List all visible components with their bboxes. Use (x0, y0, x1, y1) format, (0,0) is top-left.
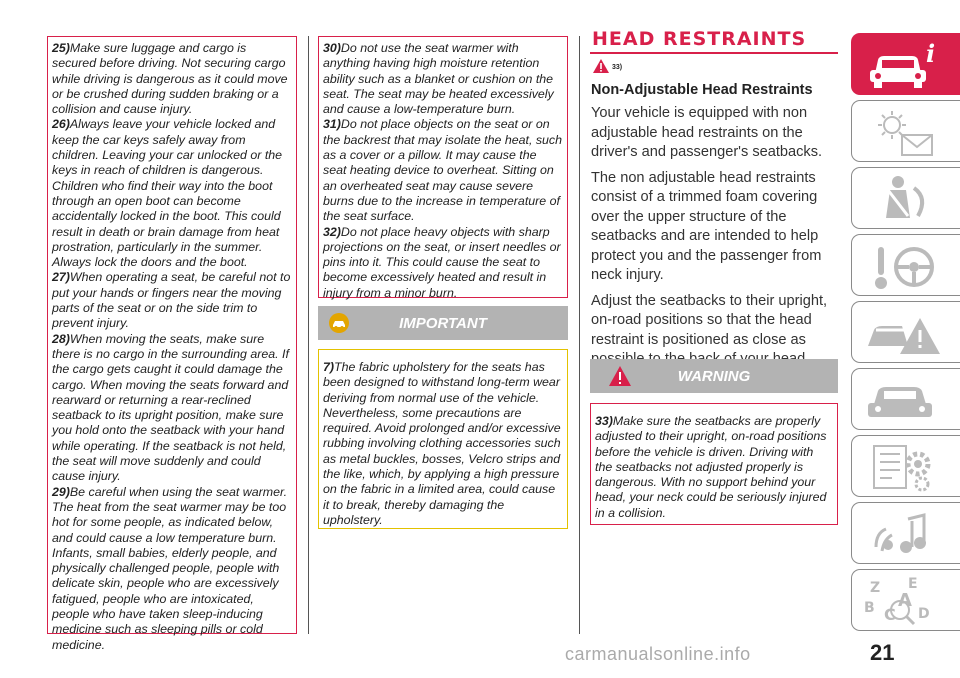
page-number: 21 (870, 640, 895, 665)
svg-text:Z: Z (870, 580, 881, 596)
subsection-title: Non-Adjustable Head Restraints (591, 82, 813, 98)
body-paragraph-1: Your vehicle is equipped with non adjustable head restraints on the driver's and passenger's seatbacks. (591, 105, 823, 160)
svg-text:E: E (908, 576, 918, 592)
left-warning-box (47, 36, 297, 652)
warning-item-31: 31)Do not place objects on the seat or on the backrest that may isolate the heat, such as a cover or a pillow. It may cause the seat heating device to overheat. Sitting on an overheated seat may cause severe burns due to the increase in temperature of the seat surface. (323, 117, 562, 224)
svg-text:i: i (926, 39, 936, 68)
warning-item-32: 32)Do not place heavy objects with sharp projections on the seat, or insert needles or pins into it. This could cause the seat to become excessively heated and result in injury from a minor burn. (323, 224, 561, 300)
section-title-underline (590, 52, 838, 54)
tab-index[interactable] (851, 569, 960, 631)
important-header (318, 306, 568, 340)
warning-reference: 33) (612, 64, 623, 71)
body-paragraph-2: The non adjustable head restraints consist of a trimmed foam covering over the upper structure of the seatbacks and are intended to help protect you and the passenger from neck injury. (591, 169, 822, 283)
svg-text:D: D (918, 606, 930, 622)
important-title: IMPORTANT (399, 315, 487, 332)
tab-specs[interactable] (851, 435, 960, 497)
important-item-7: 7)The fabric upholstery for the seats has been designed to withstand long-term wear deriving from normal use of the vehicle. Nevertheless, some precautions are required. Avoid prolonged and/or excessive rubbing involving clothing accessories such as metal buckles, bosses, Velcro strips and the like, which, by applying a high pressure on the fabric in a limited area, could cause it to break, thereby damaging the upholstery. (323, 360, 561, 527)
right-warning-box (590, 403, 838, 525)
warning-item-25: 25)Make sure luggage and cargo is secured before driving. Not securing cargo while driving is dangerous as it could move or be crushed during sudden braking or a collision and cause injury. (52, 41, 288, 117)
car-info-icon (862, 38, 952, 92)
multimedia-icon (862, 507, 952, 561)
dashboard-lights-icon (862, 105, 952, 159)
warning-item-28: 28)When moving the seats, make sure there is no cargo in the surrounding area. If the cargo gets caught it could damage the cargo. When moving the seats forward and rearward or returning a rear-reclined seatback to its upright position, make sure you hold onto the seatback with your hand while operating. If the seatback is not held, the seat will move suddenly and could cause injury. (52, 331, 289, 484)
car-service-icon (862, 373, 952, 427)
seatbelt-airbag-icon (862, 172, 952, 226)
tab-car-info[interactable] (851, 33, 960, 95)
middle-warning-box (318, 36, 568, 298)
key-steering-wheel-icon (862, 239, 952, 293)
svg-text:C: C (884, 605, 896, 624)
tab-key-steering[interactable] (851, 234, 960, 296)
warning-triangle-icon (592, 58, 610, 74)
warning-item-29: 29)Be careful when using the seat warmer. The heat from the seat warmer may be too hot for some people, as indicated below, and could cause a low temperature burn. Infants, small babies, elderly people, and physically challenged people, people with delicate skin, people who are excessively fatigued, people who are intoxicated, people who have taken sleep-inducing medicine such as sleeping pills or cold medicine. (52, 484, 288, 652)
breakdown-warning-icon (862, 306, 952, 360)
tab-multimedia[interactable] (851, 502, 960, 564)
tab-service[interactable] (851, 368, 960, 430)
tab-seatbelt-airbag[interactable] (851, 167, 960, 229)
section-title: HEAD RESTRAINTS (592, 28, 807, 50)
warning-item-26: 26)Always leave your vehicle locked and keep the car keys safely away from children. Leaving your car unlocked or the keys in reach of children is dangerous. Children who find their way into the boot through an open boot can become accidentally locked in the boot. This could result in death or brain damage from heat prostration, particularly in the summer. Always lock the doors and the boot. (52, 117, 283, 270)
warning-header (590, 359, 838, 393)
tab-dashboard-lights[interactable] (851, 100, 960, 162)
svg-text:A: A (898, 590, 912, 611)
warning-item-27: 27)When operating a seat, be careful not to put your hands or fingers near the moving parts of the seat or on the side trim to prevent injury. (52, 270, 291, 331)
watermark: carmanualsonline.info (565, 644, 751, 664)
svg-text:B: B (864, 600, 875, 616)
column-divider-2 (579, 36, 580, 634)
warning-item-30: 30)Do not use the seat warmer with anything having high moisture retention ability such as a blanket or cushion on the seat. The seat may be heated excessively and cause a low-temperature burn. (323, 41, 554, 117)
important-box (318, 349, 568, 529)
index-letters-icon (862, 574, 952, 628)
warning-title: WARNING (677, 368, 751, 385)
body-text (591, 104, 841, 376)
column-divider (308, 36, 309, 634)
warning-item-33: 33)Make sure the seatbacks are properly adjusted to their upright, on-road positions before the vehicle is driven. Driving with the seatbacks not adjusted properly is dangerous. With no support behind your head, your neck could be seriously injured in a collision. (595, 414, 827, 520)
specs-gear-icon (862, 440, 952, 494)
body-paragraph-3: Adjust the seatbacks to their upright, on-road positions so that the head restraint is positioned as close as (591, 292, 828, 348)
tab-breakdown[interactable] (851, 301, 960, 363)
